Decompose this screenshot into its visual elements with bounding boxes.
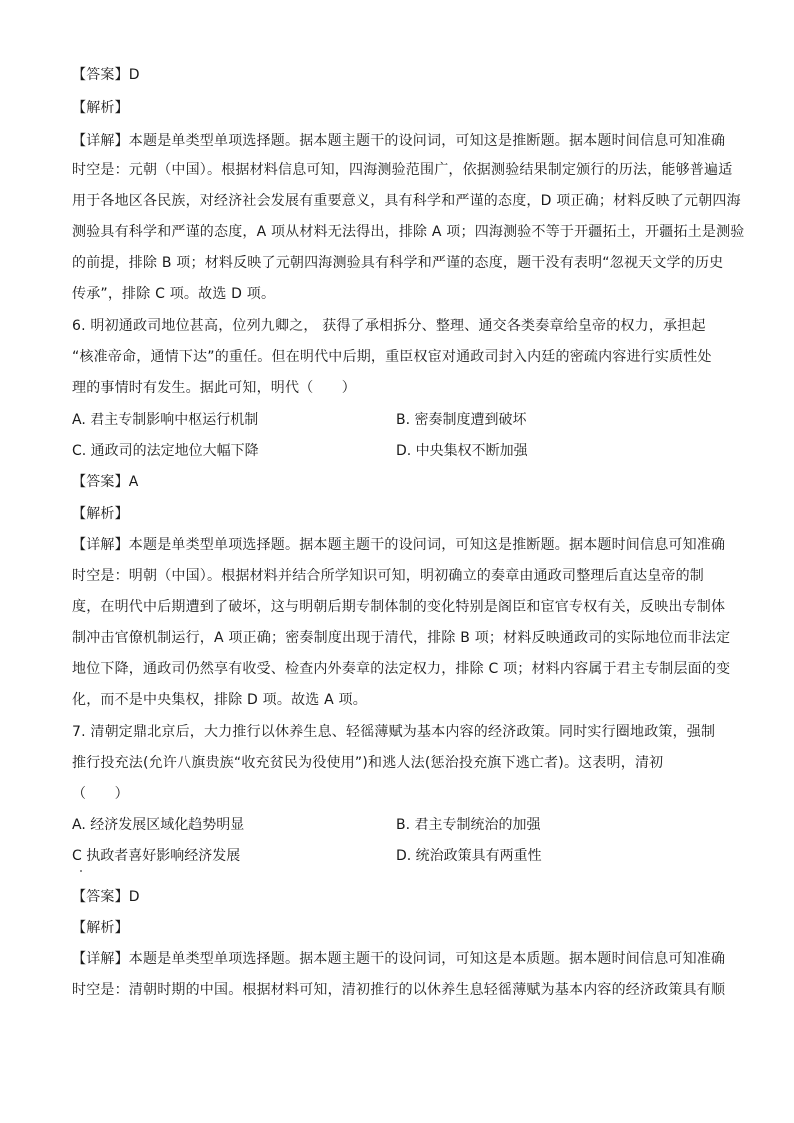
- detail-line: 的前提，排除 B 项；材料反映了元朝四海测验具有科学和严谨的态度，题干没有表明“忽视天文学的历史: [72, 255, 724, 271]
- question-stem-line: （ ）: [72, 786, 129, 802]
- detail-line: 时空是：元朝（中国）。根据材料信息可知，四海测验范围广，依据测验结果制定颁行的历法，能够普遍适: [72, 162, 733, 178]
- detail-line: 时空是：清朝时期的中国。根据材料可知，清初推行的以休养生息轻徭薄赋为基本内容的经济政策具有顺: [72, 982, 726, 998]
- answer-label: 【答案】D: [72, 889, 140, 905]
- answer-label: 【答案】D: [72, 67, 140, 83]
- detail-line: 用于各地区各民族，对经济社会发展有重要意义，具有科学和严谨的态度，D 项正确；材料反映了元朝四海: [72, 193, 741, 209]
- question-stem-line: “核准帝命，通情下达”的重任。但在明代中后期，重臣权宦对通政司封入内廷的密疏内容进行实质性处: [72, 349, 712, 365]
- detail-line: 化，而不是中央集权，排除 D 项。故选 A 项。: [72, 692, 367, 708]
- detail-line: 测验具有科学和严谨的态度，A 项从材料无法得出，排除 A 项；四海测验不等于开疆拓土，开疆拓土是测验: [72, 224, 745, 240]
- option-a: A. 经济发展区域化趋势明显: [72, 817, 245, 833]
- detail-line: 传承”，排除 C 项。故选 D 项。: [72, 286, 276, 302]
- option-a: A. 君主专制影响中枢运行机制: [72, 412, 259, 428]
- detail-line: 【详解】本题是单类型单项选择题。据本题主题干的设问词，可知这是推断题。据本题时间信息可知准确: [72, 133, 726, 149]
- option-b: B. 密奏制度遭到破坏: [396, 412, 527, 428]
- question-stem-line: 6. 明初通政司地位甚高，位列九卿之， 获得了承相拆分、整理、通交各类奏章给皇帝的权力，承担起: [72, 318, 706, 334]
- detail-line: 地位下降，通政司仍然享有收受、检查内外奏章的法定权力，排除 C 项；材料内容属于君主专制层面的变: [72, 661, 731, 677]
- option-d: D. 统治政策具有两重性: [396, 848, 542, 864]
- question-stem-line: 推行投充法(允许八旗贵族“收充贫民为役使用”)和逃人法(惩治投充旗下逃亡者)。这表明，清初: [72, 755, 664, 771]
- answer-label: 【答案】A: [72, 474, 139, 490]
- option-c: C. 通政司的法定地位大幅下降: [72, 443, 259, 459]
- detail-line: 时空是：明朝（中国）。根据材料并结合所学知识可知，明初确立的奏章由通政司整理后直达皇帝的制: [72, 568, 704, 584]
- stray-dot: [80, 870, 82, 872]
- detail-line: 制冲击官僚机制运行，A 项正确；密奏制度出现于清代，排除 B 项；材料反映通政司的实际地位而非法定: [72, 630, 731, 646]
- detail-line: 【详解】本题是单类型单项选择题。据本题主题干的设问词，可知这是本质题。据本题时间信息可知准确: [72, 951, 726, 967]
- detail-line: 【详解】本题是单类型单项选择题。据本题主题干的设问词，可知这是推断题。据本题时间信息可知准确: [72, 537, 726, 553]
- option-c: C 执政者喜好影响经济发展: [72, 848, 241, 864]
- analysis-label: 【解析】: [72, 100, 129, 116]
- question-stem-line: 理的事情时有发生。据此可知，明代（ ）: [72, 380, 356, 396]
- option-d: D. 中央集权不断加强: [396, 443, 528, 459]
- option-b: B. 君主专制统治的加强: [396, 817, 541, 833]
- detail-line: 度，在明代中后期遭到了破坏，这与明朝后期专制体制的变化特别是阁臣和宦官专权有关，反映出专制体: [72, 599, 726, 615]
- question-stem-line: 7. 清朝定鼎北京后，大力推行以休养生息、轻徭薄赋为基本内容的经济政策。同时实行圈地政策，强制: [72, 724, 716, 740]
- analysis-label: 【解析】: [72, 506, 129, 522]
- analysis-label: 【解析】: [72, 920, 129, 936]
